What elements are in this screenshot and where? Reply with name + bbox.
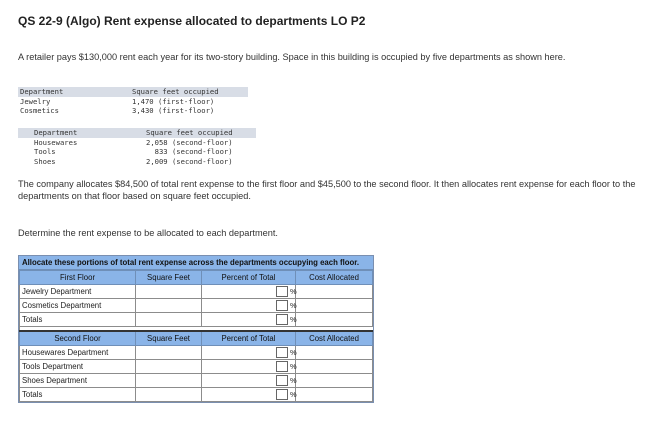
allocation-form-caption: Allocate these portions of total rent expense across the departments occupying each floor.	[19, 256, 373, 270]
percent-sign: %	[290, 376, 297, 385]
percent-sign: %	[290, 301, 297, 310]
percent-sign: %	[290, 287, 297, 296]
housewares-cost-allocated-input[interactable]	[296, 346, 373, 360]
cosmetics-percent-cell	[202, 299, 296, 313]
percent-sign: %	[290, 348, 297, 357]
second-floor-heading: Second Floor	[20, 331, 136, 346]
second-floor-sqft: 833 (second-floor)	[146, 147, 233, 157]
second-floor-header-row	[20, 331, 373, 346]
cosmetics-cost-allocated-input[interactable]	[296, 299, 373, 313]
first-floor-col-department: Department	[18, 87, 130, 97]
table-row	[20, 299, 373, 313]
first-floor-heading: First Floor	[20, 271, 136, 285]
second-totals-percent-input[interactable]	[276, 389, 288, 400]
table-row	[20, 285, 373, 299]
second-floor-sqft: 2,058 (second-floor)	[146, 137, 233, 147]
second-floor-dept: Tools	[34, 147, 56, 157]
housewares-percent-input[interactable]	[276, 347, 288, 358]
second-totals-cost-allocated-input[interactable]	[296, 388, 373, 402]
tools-percent-input[interactable]	[276, 361, 288, 372]
allocation-grid	[19, 270, 373, 402]
table-row	[20, 360, 373, 374]
question-prompt: Determine the rent expense to be allocated to each department.	[18, 228, 278, 238]
row-label-jewelry: Jewelry Department	[20, 285, 136, 299]
row-label-shoes: Shoes Department	[20, 374, 136, 388]
housewares-percent-cell	[202, 346, 296, 360]
tools-cost-allocated-input[interactable]	[296, 360, 373, 374]
second-floor-col-sqft: Square feet occupied	[144, 128, 256, 138]
table-row	[20, 388, 373, 402]
jewelry-cost-allocated-input[interactable]	[296, 285, 373, 299]
table-row	[20, 346, 373, 360]
first-floor-sqft: 1,470 (first-floor)	[132, 96, 215, 106]
first-floor-sqft: 3,430 (first-floor)	[132, 106, 215, 116]
percent-sign: %	[290, 390, 297, 399]
second-floor-sqft: 2,009 (second-floor)	[146, 156, 233, 166]
row-label-second-totals: Totals	[20, 388, 136, 402]
row-label-first-totals: Totals	[20, 313, 136, 327]
cost-allocated-heading: Cost Allocated	[296, 331, 373, 346]
second-floor-dept: Housewares	[34, 137, 78, 147]
first-totals-percent-cell	[202, 313, 296, 327]
first-floor-dept: Cosmetics	[20, 106, 59, 116]
percent-of-total-heading: Percent of Total	[202, 331, 296, 346]
row-label-cosmetics: Cosmetics Department	[20, 299, 136, 313]
first-totals-cost-allocated-input[interactable]	[296, 313, 373, 327]
first-floor-data-table	[18, 87, 248, 116]
second-totals-percent-cell	[202, 388, 296, 402]
cosmetics-percent-input[interactable]	[276, 300, 288, 311]
shoes-percent-cell	[202, 374, 296, 388]
jewelry-percent-cell	[202, 285, 296, 299]
percent-sign: %	[290, 362, 297, 371]
shoes-square-feet-input[interactable]	[136, 374, 202, 388]
allocation-form	[18, 255, 374, 403]
shoes-cost-allocated-input[interactable]	[296, 374, 373, 388]
first-totals-percent-input[interactable]	[276, 314, 288, 325]
page-title: QS 22-9 (Algo) Rent expense allocated to departments LO P2	[18, 14, 366, 28]
second-totals-square-feet-input[interactable]	[136, 388, 202, 402]
jewelry-percent-input[interactable]	[276, 286, 288, 297]
table-row	[20, 374, 373, 388]
second-floor-col-department: Department	[18, 128, 144, 138]
first-floor-col-sqft: Square feet occupied	[130, 87, 248, 97]
shoes-percent-input[interactable]	[276, 375, 288, 386]
cost-allocated-heading: Cost Allocated	[296, 271, 373, 285]
first-totals-square-feet-input[interactable]	[136, 313, 202, 327]
row-label-housewares: Housewares Department	[20, 346, 136, 360]
square-feet-heading: Square Feet	[136, 331, 202, 346]
table-row	[20, 313, 373, 327]
tools-square-feet-input[interactable]	[136, 360, 202, 374]
row-label-tools: Tools Department	[20, 360, 136, 374]
tools-percent-cell	[202, 360, 296, 374]
jewelry-square-feet-input[interactable]	[136, 285, 202, 299]
first-floor-dept: Jewelry	[20, 96, 51, 106]
percent-sign: %	[290, 315, 297, 324]
percent-of-total-heading: Percent of Total	[202, 271, 296, 285]
housewares-square-feet-input[interactable]	[136, 346, 202, 360]
intro-text: A retailer pays $130,000 rent each year for its two-story building. Space in this building is occupied by five departments as shown here.	[18, 52, 566, 62]
second-floor-dept: Shoes	[34, 156, 56, 166]
square-feet-heading: Square Feet	[136, 271, 202, 285]
cosmetics-square-feet-input[interactable]	[136, 299, 202, 313]
allocation-text: The company allocates $84,500 of total rent expense to the first floor and $45,500 to the second floor. It then allocates rent expense for each floor to the departments on that floor based on square feet occupied.	[18, 179, 636, 201]
first-floor-header-row	[20, 271, 373, 285]
second-floor-data-table	[18, 128, 256, 166]
